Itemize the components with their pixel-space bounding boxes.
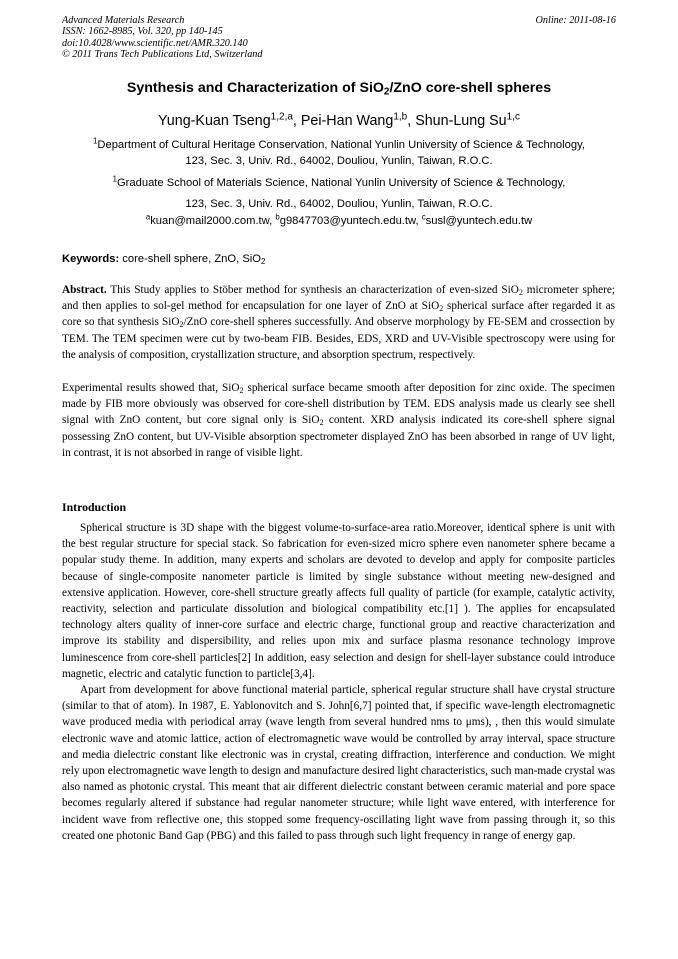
keywords-subscript: 2 — [260, 256, 266, 266]
email-mark: c — [421, 212, 426, 222]
abstract-paragraph — [62, 282, 615, 363]
author-list — [40, 113, 638, 129]
affiliation-text: Graduate School of Materials Science, National Yunlin University of Science & Technology, — [116, 177, 566, 189]
affiliation — [40, 137, 638, 169]
author-name: Yung-Kuan Tseng — [158, 113, 271, 129]
author-separator: , — [292, 113, 301, 129]
email-mark: b — [275, 212, 280, 222]
email-address: susl@yuntech.edu.tw — [425, 215, 533, 227]
journal-doi: doi:10.4028/www.scientific.net/AMR.320.140 — [62, 37, 248, 49]
affiliation — [40, 175, 638, 212]
affiliation-line — [40, 175, 638, 191]
abstract-text: This Study applies to Stöber method for synthesis an characterization of even-sized SiO — [106, 284, 519, 296]
author-separator: , — [407, 113, 416, 129]
keywords-label: Keywords: — [62, 253, 120, 265]
author-name: Pei-Han Wang — [300, 113, 394, 129]
journal-header — [62, 15, 616, 61]
author-affiliation-mark: 1,2,a — [270, 111, 293, 123]
keywords — [62, 253, 265, 265]
keywords-text: core-shell sphere, ZnO, SiO — [119, 253, 261, 265]
email-address: kuan@mail2000.com.tw — [150, 215, 270, 227]
abstract-text: /ZnO core-shell spheres successfully. And observe morphology by FE-SEM and crossection by TEM. The TEM specimen were cut by two-beam FIB. Besides, EDS, XRD and UV-Visible spectroscopy were using for the analysis of composition, crystallization structure, and absorption spectrum, respectively. — [62, 316, 615, 361]
affiliation-mark: 1 — [93, 136, 98, 146]
journal-name: Advanced Materials Research — [62, 15, 185, 26]
intro-paragraph: Apart from development for above functional material particle, spherical regular structure shall have crystal structure (similar to that of atom). In 1987, E. Yablonovitch and S. John[6,7] pointed that, if specific wave-length electromagnetic wave produced media with periodical array (wave length from several hundred nms to μms), , then this would simulate electronic wave and atomic lattice, action of electromagnetic wave would be controlled by array interval, space structure and media dielectric constant like electronic was in crystal, creating diffraction, interference and conduction. We might rely upon electromagnetic wave length to design and manufacture desired light characteristics, such man-made crystal was also named as photonic crystal. This meant that air different dielectric constant between ceramic material and pore space becomes regularly altered if substance had regular nanometer structure; while light wave entered, with interference for incident wave from reflective one, this stopped some frequency-oscillating light wave from passing through it, so this created one photonic Band Gap (PBG) and this failed to pass through such light frequency in range of energy gap. — [62, 684, 615, 842]
email-address: g9847703@yuntech.edu.tw — [279, 215, 416, 227]
subscript: 2 — [319, 418, 324, 428]
email-mark: a — [145, 212, 151, 222]
subscript: 2 — [439, 304, 444, 314]
abstract-text: spherical surface after regarded it as core so that synthesis SiO — [62, 300, 616, 329]
results-text: Experimental results showed that, SiO — [62, 382, 240, 394]
abstract-text: micrometer sphere; and then applies to sol-gel method for encapsulation for one layer of ZnO at SiO — [62, 284, 616, 313]
email-list — [40, 212, 638, 227]
results-text: content. XRD analysis indicated its core-shell sphere signal possessing ZnO content, but UV-Visible absorption spectrometer displayed ZnO has been absorbed in range of UV light, in contrast, it is not absorbed in range of visible light. — [62, 414, 615, 459]
author-affiliation-mark: 1,c — [506, 111, 520, 123]
subscript: 2 — [518, 287, 523, 297]
online-date: Online: 2011-08-16 — [535, 15, 616, 26]
journal-copyright: © 2011 Trans Tech Publications Ltd, Switzerland — [62, 49, 263, 61]
results-paragraph — [62, 380, 615, 461]
results-text: spherical surface became smooth after deposition for zinc oxide. The specimen made by FIB more obviously was observed for core-shell distribution by TEM. EDS analysis made us clearly see shell signal with ZnO content, but core signal only is SiO — [62, 382, 615, 427]
intro-paragraph: Spherical structure is 3D shape with the biggest volume-to-surface-area ratio.Moreover, identical sphere is unit with the best regular structure for special stack. So fabrication for even-sized micro sphere even nanometer sphere became a popular study theme. In addition, many experts and scholars are devoted to develop and apply for composite particles because of single-composite nanometer particle is limited by single substance without meeting new-designed and extensive application. However, core-shell structure greatly affects full quality of particle (for example, catalytic activity, reactivity, selection and particulate dissolution and biological compatibility etc.[1] ). The applies for encapsulated technology alters quality of inner-core surface and electric charge, functional group and reactive characterization and improve its stability and dispersibility, and relies upon mix and surface plasma resonance technology improve luminescence from core-shell particles[2] In addition, easy selection and design for shell-layer substance could introduce magnetic, electric and catalytic function to particle[3,4]. — [62, 522, 615, 680]
affiliation-text: Department of Cultural Heritage Conservation, National Yunlin University of Science & Technology, — [97, 139, 585, 151]
abstract-label: Abstract. — [62, 284, 107, 296]
affiliation-address: 123, Sec. 3, Univ. Rd., 64002, Douliou, Yunlin, Taiwan, R.O.C. — [185, 155, 493, 167]
author-affiliation-mark: 1,b — [393, 111, 408, 123]
affiliation-mark: 1 — [112, 174, 117, 184]
title-subscript: 2 — [383, 86, 390, 98]
email-separator: , — [415, 215, 422, 227]
subscript: 2 — [239, 385, 244, 395]
journal-issn: ISSN: 1662-8985, Vol. 320, pp 140-145 — [62, 26, 223, 38]
email-separator: , — [269, 215, 276, 227]
introduction-body — [62, 520, 615, 844]
title-text: Synthesis and Characterization of SiO — [126, 80, 384, 96]
affiliation-address: 123, Sec. 3, Univ. Rd., 64002, Douliou, Yunlin, Taiwan, R.O.C. — [185, 198, 493, 210]
section-heading-introduction: Introduction — [62, 500, 127, 514]
subscript: 2 — [179, 320, 184, 330]
abstract-results — [62, 380, 615, 461]
author-name: Shun-Lung Su — [415, 113, 507, 129]
abstract — [62, 282, 615, 363]
affiliation-line — [40, 137, 638, 153]
paper-title — [40, 80, 638, 96]
title-text-end: /ZnO core-shell spheres — [389, 80, 552, 96]
